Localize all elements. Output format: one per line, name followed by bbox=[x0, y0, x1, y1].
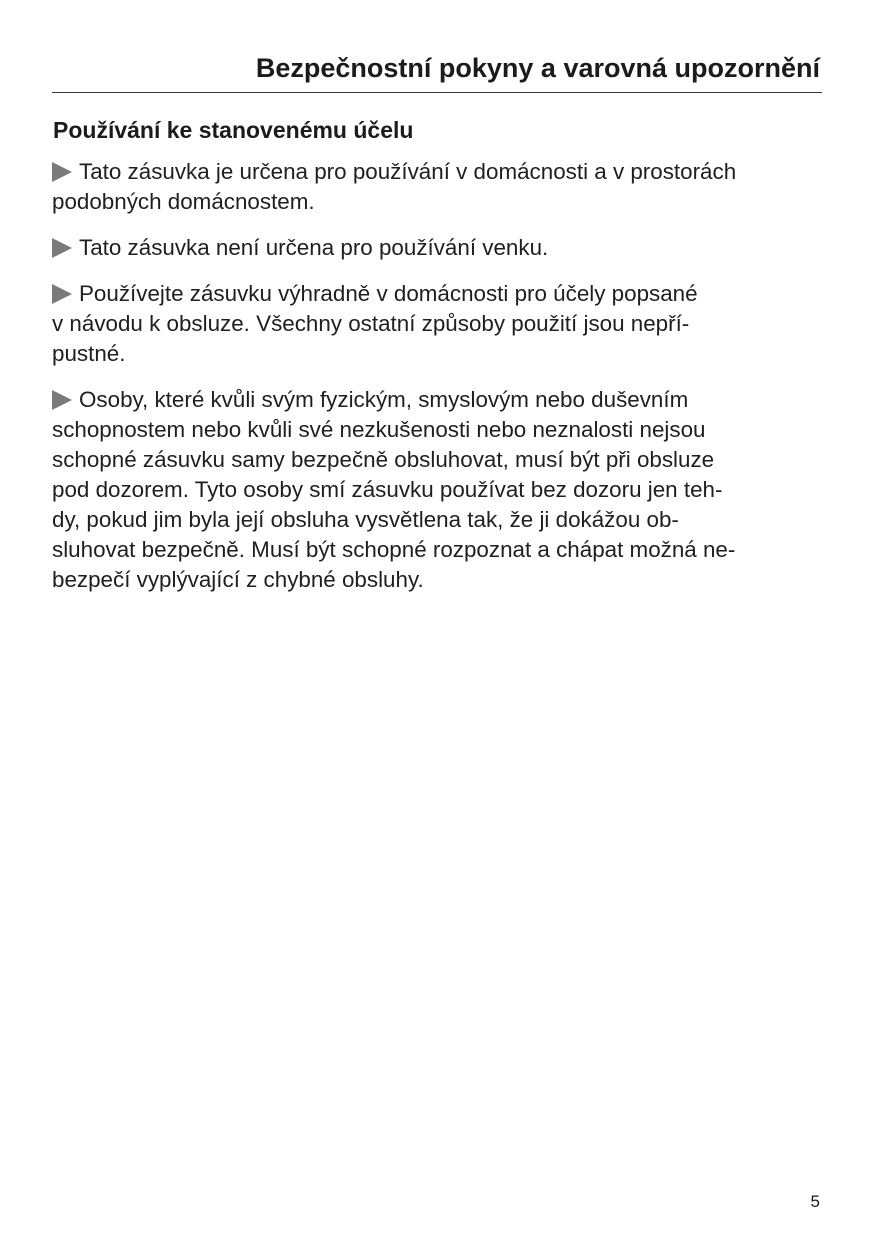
list-item-line: bezpečí vyplývající z chybné obsluhy. bbox=[52, 567, 424, 592]
bullet-list bbox=[52, 157, 824, 611]
page-number: 5 bbox=[810, 1192, 820, 1211]
list-item-line: schopné zásuvku samy bezpečně obsluhovat, musí být při obsluze bbox=[52, 447, 715, 472]
list-item-line: schopnostem nebo kvůli své nezkušenosti nebo neznalosti nejsou bbox=[52, 417, 706, 442]
list-item bbox=[52, 385, 824, 595]
list-item bbox=[52, 157, 824, 217]
list-item bbox=[52, 233, 824, 263]
list-item-line: pod dozorem. Tyto osoby smí zásuvku používat bez dozoru jen teh- bbox=[52, 477, 723, 502]
header-divider bbox=[52, 92, 822, 93]
list-item-line: Tato zásuvka není určena pro používání venku. bbox=[52, 233, 824, 263]
list-item-line: podobných domácnostem. bbox=[52, 189, 315, 214]
list-item-line: Používejte zásuvku výhradně v domácnosti pro účely popsané bbox=[52, 279, 824, 309]
list-item-line: dy, pokud jim byla její obsluha vysvětlena tak, že ji dokážou ob- bbox=[52, 507, 679, 532]
list-item-line: pustné. bbox=[52, 341, 126, 366]
section-heading: Používání ke stanovenému účelu bbox=[53, 117, 414, 143]
triangle-right-icon bbox=[52, 390, 72, 410]
list-item bbox=[52, 279, 824, 369]
list-item-line: Osoby, které kvůli svým fyzickým, smyslovým nebo duševním bbox=[52, 385, 824, 415]
list-item-line: sluhovat bezpečně. Musí být schopné rozpoznat a chápat možná ne- bbox=[52, 537, 736, 562]
triangle-right-icon bbox=[52, 238, 72, 258]
triangle-right-icon bbox=[52, 162, 72, 182]
list-item-line: Tato zásuvka je určena pro používání v domácnosti a v prostorách bbox=[52, 157, 824, 187]
page-header-title: Bezpečnostní pokyny a varovná upozornění bbox=[255, 53, 820, 83]
list-item-line: v návodu k obsluze. Všechny ostatní způsoby použití jsou nepří- bbox=[52, 311, 690, 336]
triangle-right-icon bbox=[52, 284, 72, 304]
